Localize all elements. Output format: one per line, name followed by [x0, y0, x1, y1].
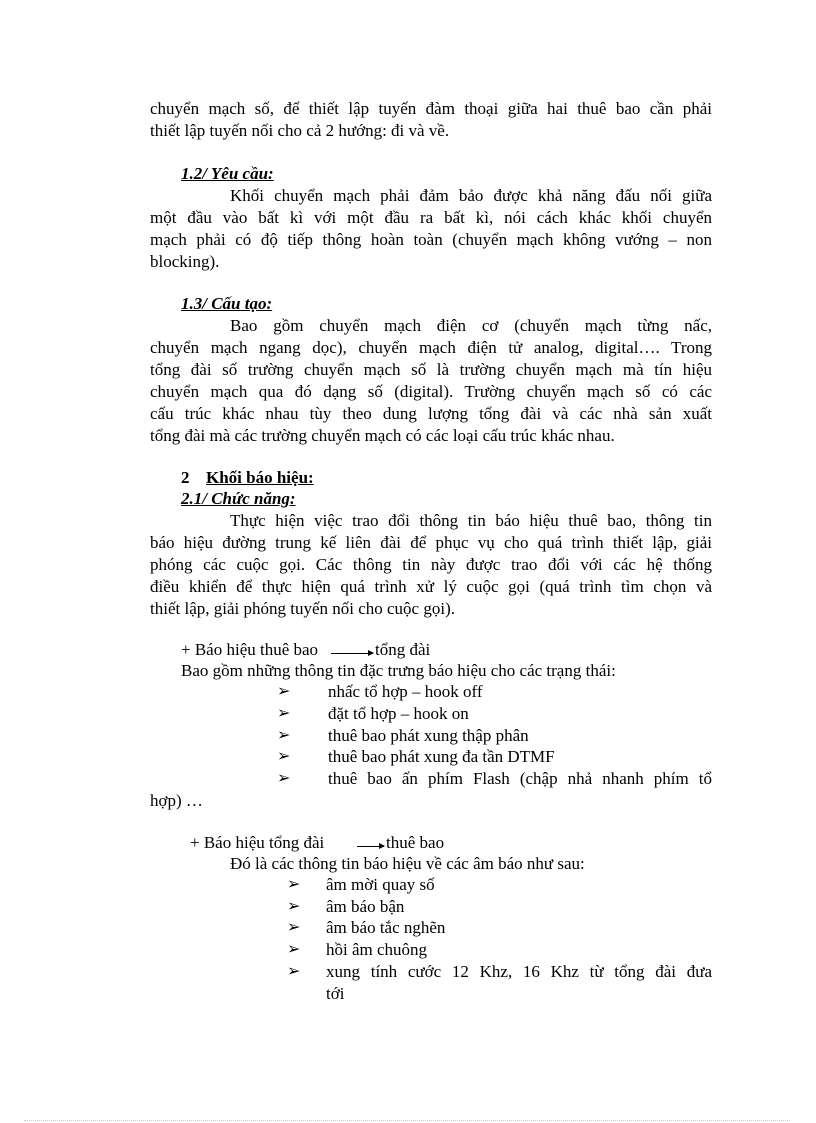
arrowhead-bullet-icon: ➢: [277, 705, 291, 722]
list-item: xung tính cước 12 Khz, 16 Khz từ tổng đài đưa: [326, 962, 712, 981]
page-bottom-rule: [24, 1120, 790, 1121]
signal-subscriber-label: + Báo hiệu thuê bao: [181, 640, 319, 659]
list-item-continuation: hợp) …: [150, 791, 203, 810]
heading-2-1: 2.1/ Chức năng:: [181, 489, 296, 508]
paragraph-2-1-line: thiết lập, giải phóng tuyến nối cho cuộc gọi).: [150, 599, 455, 618]
list-item: thuê bao ấn phím Flash (chập nhả nhanh phím tổ: [328, 769, 712, 788]
paragraph-2-1-line: điều khiển để thực hiện quá trình xử lý cuộc gọi (quá trình tìm chọn và: [150, 577, 712, 596]
list-item: âm báo bận: [326, 897, 405, 916]
list-item: đặt tổ hợp – hook on: [328, 704, 469, 723]
signal-exchange-intro: Đó là các thông tin báo hiệu về các âm báo như sau:: [230, 854, 585, 873]
list-item: âm mời quay số: [326, 875, 435, 894]
paragraph-1-3-line: tổng đài số trường chuyển mạch số là trường chuyển mạch mà tín hiệu: [150, 360, 712, 379]
paragraph-1-3-line: cấu trúc khác nhau tùy theo dung lượng tổng đài và các nhà sản xuất: [150, 404, 712, 423]
signal-exchange-label: + Báo hiệu tổng đài: [190, 833, 325, 852]
arrowhead-bullet-icon: ➢: [277, 770, 291, 787]
paragraph-1-3-line: chuyển mạch ngang dọc), chuyển mạch điện tử analog, digital…. Trong: [150, 338, 712, 357]
intro-line-2: thiết lập tuyến nối cho cả 2 hướng: đi và về.: [150, 121, 450, 140]
heading-1-2: 1.2/ Yêu cầu:: [181, 164, 274, 183]
paragraph-2-1-line: báo hiệu đường trung kế liên đài để phục vụ cho quá trình thiết lập, giải: [150, 533, 712, 552]
list-item: thuê bao phát xung đa tần DTMF: [328, 747, 555, 766]
paragraph-1-3-line: Bao gồm chuyển mạch điện cơ (chuyển mạch từng nấc,: [230, 316, 712, 335]
paragraph-1-2-line: Khối chuyển mạch phải đảm bảo được khả năng đấu nối giữa: [230, 186, 712, 205]
arrowhead-bullet-icon: ➢: [277, 727, 291, 744]
paragraph-1-3-line: chuyển mạch qua đó dạng số (digital). Trường chuyển mạch số có các: [150, 382, 712, 401]
paragraph-2-1-line: phóng các cuộc gọi. Các thông tin này được trao đổi với các hệ thống: [150, 555, 712, 574]
heading-1-3: 1.3/ Cấu tạo:: [181, 294, 273, 313]
signal-subscriber-intro: Bao gồm những thông tin đặc trưng báo hiệu cho các trạng thái:: [181, 661, 616, 680]
arrowhead-bullet-icon: ➢: [287, 963, 301, 980]
list-item: âm báo tắc nghẽn: [326, 918, 446, 937]
arrowhead-bullet-icon: ➢: [287, 919, 301, 936]
arrowhead-bullet-icon: ➢: [287, 876, 301, 893]
paragraph-1-3-line: tổng đài mà các trường chuyển mạch có các loại cấu trúc khác nhau.: [150, 426, 615, 445]
list-item-continuation: tới: [326, 984, 345, 1003]
arrowhead-bullet-icon: ➢: [287, 898, 301, 915]
paragraph-1-2-line: một đầu vào bất kì với một đầu ra bất kì, nói cách khác khối chuyển: [150, 208, 712, 227]
paragraph-1-2-line: mạch phải có độ tiếp thông hoàn toàn (chuyển mạch không vướng – non: [150, 230, 712, 249]
section-2-number: 2: [181, 468, 190, 487]
right-arrow-icon: [357, 846, 384, 847]
signal-exchange-label: tổng đài: [375, 640, 431, 659]
arrowhead-bullet-icon: ➢: [277, 748, 291, 765]
list-item: thuê bao phát xung thập phân: [328, 726, 529, 745]
arrowhead-bullet-icon: ➢: [287, 941, 301, 958]
intro-line-1: chuyển mạch số, để thiết lập tuyến đàm thoại giữa hai thuê bao cần phải: [150, 99, 712, 118]
section-2-heading: Khối báo hiệu:: [206, 468, 314, 487]
paragraph-1-2-line: blocking).: [150, 252, 220, 271]
paragraph-2-1-line: Thực hiện việc trao đổi thông tin báo hiệu thuê bao, thông tin: [230, 511, 712, 530]
list-item: nhấc tổ hợp – hook off: [328, 682, 483, 701]
right-arrow-icon: [331, 653, 373, 654]
signal-subscriber-label: thuê bao: [386, 833, 445, 852]
arrowhead-bullet-icon: ➢: [277, 683, 291, 700]
list-item: hồi âm chuông: [326, 940, 428, 959]
